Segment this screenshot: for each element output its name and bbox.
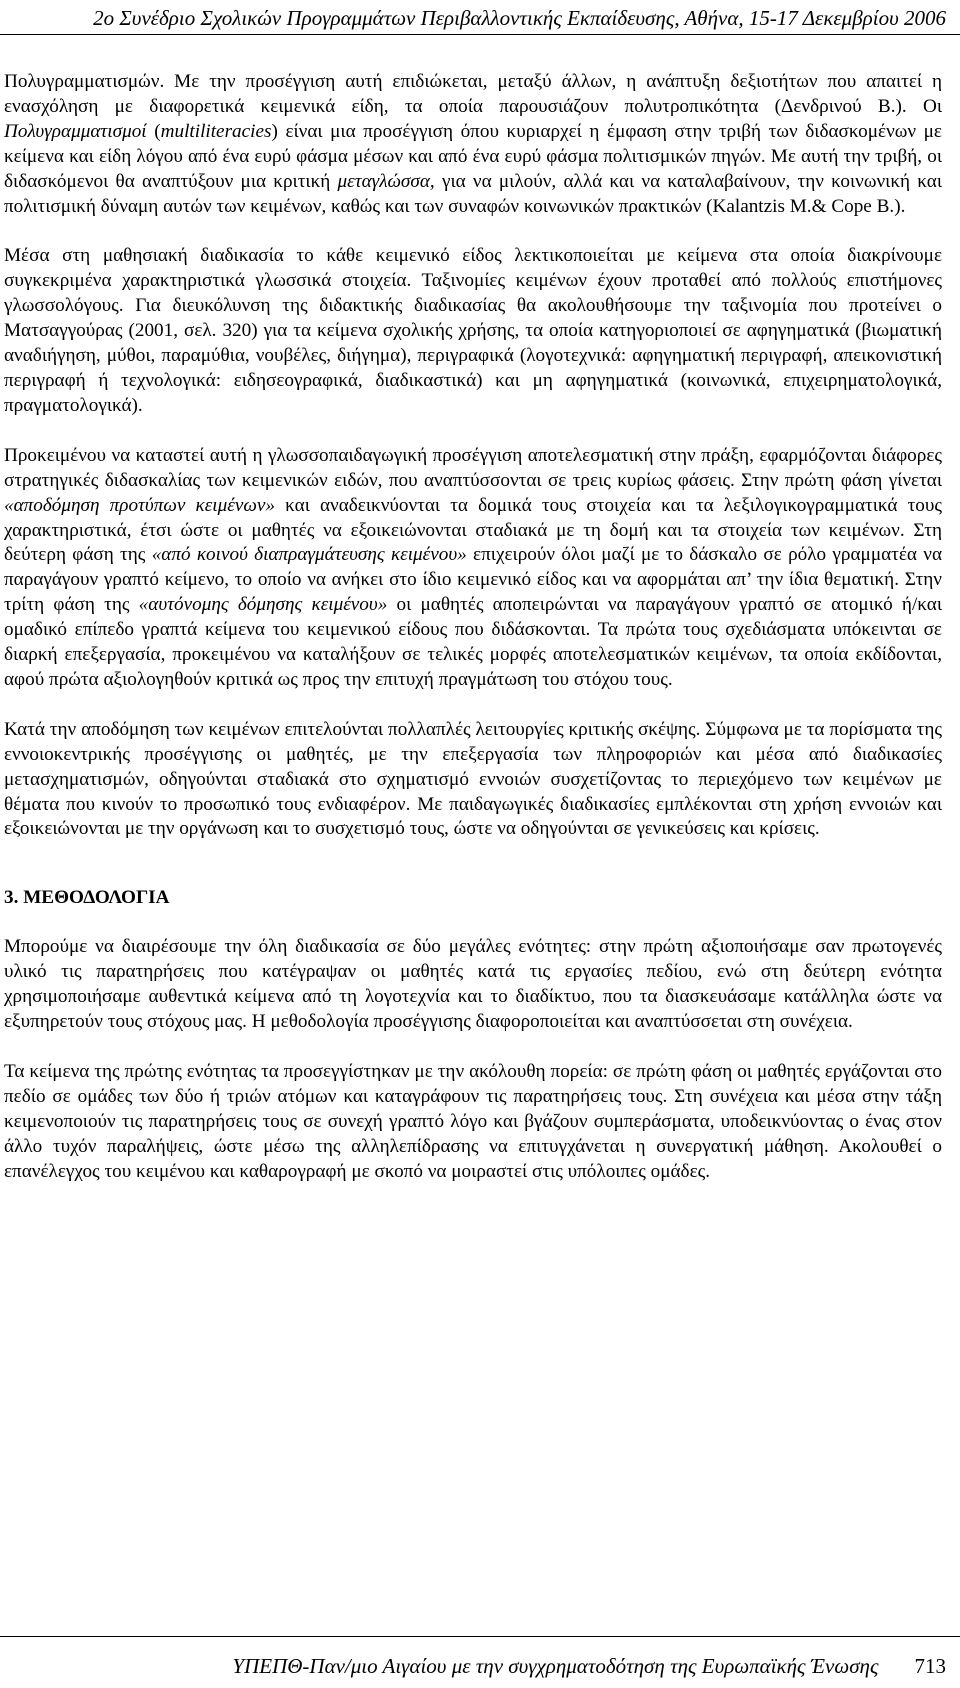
text-run: ) είναι μια προσέγγιση όπου κυριαρχεί η έμφαση στην τριβή των διδασκομένων με κείμενα και είδη λόγου από ένα ευρύ φάσμα μέσων και από ένα ευρύ φάσμα πολιτισμικών πηγών. Με αυτή την τριβή, οι διδασκόμενοι θα αναπτύξουν μια κριτική bbox=[4, 120, 942, 192]
text-run: οι μαθητές αποπειρώνται να παραγάγουν γραπτό σε ατομικό ή/και ομαδικό επίπεδο γραπτά κείμενα του κειμενικού είδους που διδάσκονται. Τα πρώτα τους σχεδιάσματα υπόκεινται σε διαρκή επεξεργασία, προκειμένου να καταλήξουν σε τελικές μορφές αποτελεσματικών κειμένων, τα οποία εκδίδονται, αφού πρώτα αξιολογηθούν κριτικά ως προς την επιτυχή πραγμάτωση του στόχου τους. bbox=[4, 594, 943, 690]
paragraph-teaching-phases bbox=[4, 444, 942, 693]
header-divider bbox=[0, 34, 960, 35]
section-heading-methodology: 3. ΜΕΘΟΔΟΛΟΓΙΑ bbox=[4, 887, 170, 909]
italic-term: Πολυγραμματισμοί bbox=[4, 120, 147, 142]
paragraph-first-unit: Τα κείμενα της πρώτης ενότητας τα προσεγγίστηκαν με την ακόλουθη πορεία: σε πρώτη φάση οι μαθητές εργάζονται στο πεδίο σε ομάδες των δύο ή τριών ατόμων και καταγράφουν τις παρατηρήσεις τους. Στη συνέχεια και μέσα στην τάξη κειμενοποιούν τις παρατηρήσεις τους σε συνεχή γραπτό λόγο και βγάζουν συμπεράσματα, υποδεικνύοντας ο ένας στον άλλο τυχόν παραλήψεις, ώστε μέσω της αλληλεπίδρασης να επιτυγχάνεται η συνεργατική μάθηση. Ακολουθεί ο επανέλεγχος του κειμένου και καθαρογραφή με σκοπό να μοιραστεί στις υπόλοιπες ομάδες. bbox=[4, 1060, 942, 1182]
italic-term: «αποδόμηση προτύπων κειμένων» bbox=[4, 494, 276, 516]
text-run: Προκειμένου να καταστεί αυτή η γλωσσοπαιδαγωγική προσέγγιση αποτελεσματική στην πράξη, εφαρμόζονται διάφορες στρατηγικές διδασκαλίας των κειμενικών ειδών, που αναπτύσσονται σε τρεις κυρίως φάσεις. Στην πρώτη φάση γίνεται bbox=[4, 444, 942, 491]
paragraph-methodology-overview: Μπορούμε να διαιρέσουμε την όλη διαδικασία σε δύο μεγάλες ενότητες: στην πρώτη αξιοποιήσαμε σαν πρωτογενές υλικό τις παρατηρήσεις που κατέγραψαν οι μαθητές κατά τις εργασίες πεδίου, ενώ στη δεύτερη ενότητα χρησιμοποιήσαμε αυθεντικά κείμενα από τη λογοτεχνία και το διαδίκτυο, που τα διασκευάσαμε κατάλληλα ώστε να εξυπηρετούν τους στόχους μας. Η μεθοδολογία προσέγγισης διαφοροποιείται και αναπτύσσεται στη συνέχεια. bbox=[4, 936, 942, 1032]
paragraph-text-types: Μέσα στη μαθησιακή διαδικασία το κάθε κειμενικό είδος λεκτικοποιείται με κείμενα στα οποία διακρίνουμε συγκεκριμένα χαρακτηριστικά γλωσσικά στοιχεία. Ταξινομίες κειμένων έχουν προταθεί από πολλούς επιστήμονες γλωσσολόγους. Για διευκόλυνση της διδακτικής διαδικασίας θα ακολουθήσουμε την ταξινομία που προτείνει ο Ματσαγγούρας (2001, σελ. 320) για τα κείμενα σχολικής χρήσης, τα οποία κατηγοριοποιεί σε αφηγηματικά (βιωματική αναδιήγηση, μύθοι, παραμύθια, νουβέλες, διήγημα), περιγραφικά (λογοτεχνικά: αφηγηματική περιγραφή, απεικονιστική περιγραφή ή τεχνολογικά: ειδησεογραφικά, διαδικαστικά) και μη αφηγηματικά (κοινωνικά, επιχειρηματολογικά, πραγματολογικά). bbox=[4, 245, 942, 416]
text-run: Πολυγραμματισμών. Με την προσέγγιση αυτή επιδιώκεται, μεταξύ άλλων, η ανάπτυξη δεξιοτήτων που απαιτεί η ενασχόληση με διαφορετικά κειμενικά είδη, τα οποία παρουσιάζουν πολυτροπικότητα (Δενδρινού Β.). Οι bbox=[4, 71, 942, 117]
italic-term: multiliteracies bbox=[160, 120, 272, 142]
text-run: και αναδεικνύονται τα δομικά τους στοιχεία και τα λεξιλογικογραμματικά τους χαρακτηριστικά, έτσι ώστε οι μαθητές να εξοικειώνονται σταδιακά με τη δομή και τα στοιχεία των κειμένων. Στη δεύτερη φάση της bbox=[4, 494, 942, 566]
italic-term: «αυτόνομης δόμησης κειμένου» bbox=[138, 594, 388, 616]
running-footer bbox=[0, 1654, 946, 1679]
footer-divider bbox=[0, 1636, 960, 1637]
running-header: 2ο Συνέδριο Σχολικών Προγραμμάτων Περιβαλλοντικής Εκπαίδευσης, Αθήνα, 15-17 Δεκεμβρίου 2006 bbox=[93, 6, 946, 30]
paragraph-critical-thinking: Κατά την αποδόμηση των κειμένων επιτελούνται πολλαπλές λειτουργίες κριτικής σκέψης. Σύμφωνα με τα πορίσματα της εννοιοκεντρικής προσέγγισης οι μαθητές, με την επεξεργασία των πληροφοριών και μέσα από διαδικασίες μετασχηματισμών, οδηγούνται σταδιακά στο σχηματισμό εννοιών συσχετίζοντας το περιεχόμενο των κειμένων με θέματα που κινούν το προσωπικό τους ενδιαφέρον. Με παιδαγωγικές διαδικασίες εμπλέκονται στη χρήση εννοιών και εξοικειώνονται με την οργάνωση και το συσχετισμό τους, ώστε να οδηγούνται σε γενικεύσεις και κρίσεις. bbox=[4, 718, 942, 840]
text-run: επιχειρούν όλοι μαζί με το δάσκαλο σε ρόλο γραμματέα να παραγάγουν γραπτό κείμενο, το οποίο να ανήκει στο ίδιο κειμενικό είδος και να αφορμάται απ’ την ίδια θεματική. Στην τρίτη φάση της bbox=[4, 544, 942, 616]
text-run: ( bbox=[146, 120, 161, 142]
page-body bbox=[4, 70, 942, 1209]
text-run: , για να μιλούν, αλλά και να καταλαβαίνουν, την κοινωνική και πολιτισμική δύναμη αυτών των κειμένων, καθώς και των συναφών κοινωνικών πρακτικών (Kalantzis M.& Cope B.). bbox=[4, 170, 942, 217]
italic-term: μεταγλώσσα bbox=[337, 170, 430, 192]
italic-term: «από κοινού διαπραγμάτευσης κειμένου» bbox=[151, 544, 467, 566]
paragraph-multiliteracies bbox=[4, 70, 942, 219]
footer-institution: ΥΠΕΠΘ-Παν/μιο Αιγαίου με την συγχρηματοδότηση της Ευρωπαϊκής Ένωσης bbox=[232, 1654, 879, 1678]
page-number: 713 bbox=[914, 1654, 946, 1678]
